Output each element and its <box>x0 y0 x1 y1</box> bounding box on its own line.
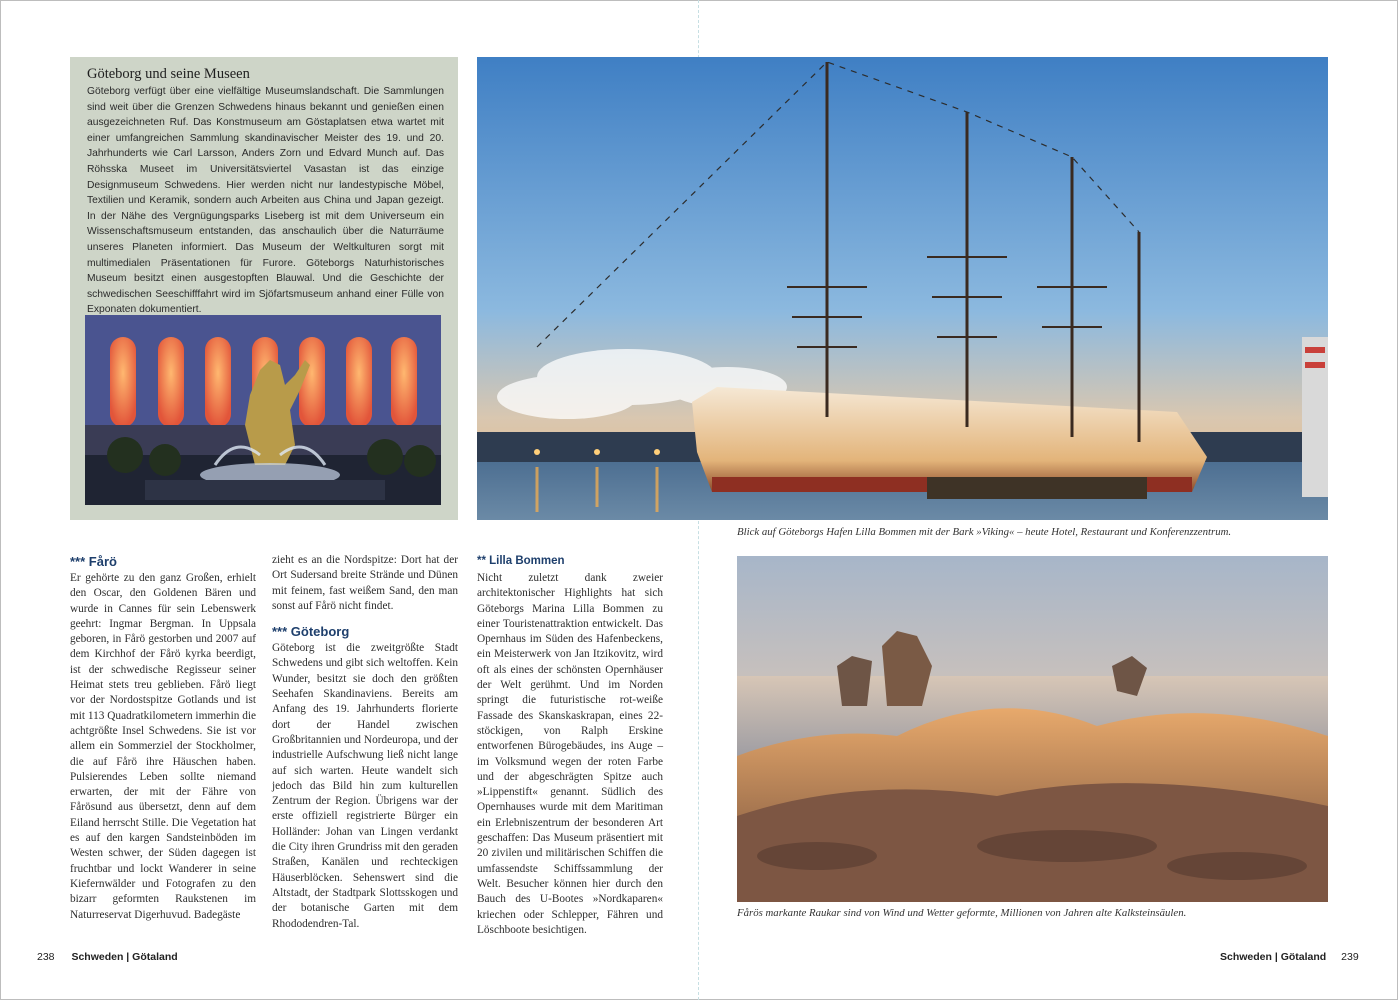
left-section-label: Schweden | Götaland <box>71 951 178 963</box>
sidebar-text: Göteborg verfügt über eine vielfältige Museumslandschaft. Die Sammlungen sind weit über die Grenzen Schwedens hinaus bekannt und genießen einen ausgezeichneten Ruf. Das Konstmuseum am Göstaplatsen etwa wartet mit einer umfangreichen Sammlung skandinavischer Meister des 19. und 20. Jahrhunderts wie Carl Larsson, Anders Zorn und Edvard Munch auf. Das Röhsska Museet im Universitätsviertel Vasastan ist das einzige Designmuseum Schwedens. Hier werden nicht nur landestypische Möbel, Textilien und Keramik, sondern auch Arbeiten aus China und Japan gezeigt. In der Nähe des Vergnügungsparks Liseberg ist mit dem Universeum ein Wissenschaftsmuseum entstanden, das anschaulich über die Naturräume unseres Planeten informiert. Das Museum der Weltkulturen sorgt mit multimedialen Präsentationen für Furore. Göteborgs Naturhistorisches Museum besitzt einen ausgestopften Blauwal. Und die Geschichte der schwedischen Seeschifffahrt wird im Sjöfartsmuseum anhand einer Fülle von Exponaten dokumentiert. <box>87 86 444 316</box>
sidebar-title: Göteborg und seine Museen <box>87 66 250 82</box>
column-lilla-bommen <box>477 553 663 938</box>
left-page-number: 238 <box>37 951 55 963</box>
museum-sidebar-box <box>70 57 458 520</box>
left-folio <box>37 951 178 963</box>
right-folio <box>1220 951 1359 963</box>
column-faro <box>70 553 256 923</box>
goteborg-text: Göteborg ist die zweitgrößte Stadt Schwedens und gibt sich weltoffen. Kein Wunder, besitzt sie doch den größten Seehafen Skandinaviens. Bereits am Anfang des 19. Jahrhunderts florierte dort der Handel zwischen Großbritannien und Nordeuropa, und der industrielle Aufschwung ließ nicht lange auf sich warten. Heute wandelt sich jedoch das Bild hin zum kulturellen Zentrum der Region. Übrigens war der erste offiziell registrierte Bürger ein Holländer: Johan van Lingen verdankt die City ihren Grundriss mit den geraden Straßen, Kanälen und rechteckigen Häuserblöcken. Sehenswert sind die Altstadt, der Stadtpark Slottsskogen und der botanische Garten mit dem Rhododendren-Tal. <box>272 642 458 930</box>
ship-caption: Blick auf Göteborgs Hafen Lilla Bommen mit der Bark »Viking« – heute Hotel, Restaurant und Konferenzzentrum. <box>737 526 1232 538</box>
faro-raukar-photo <box>737 556 1328 902</box>
rocks-caption: Fårös markante Raukar sind von Wind und Wetter geformte, Millionen von Jahren alte Kalksteinsäulen. <box>737 907 1187 919</box>
right-section-label: Schweden | Götaland <box>1220 951 1327 963</box>
right-page-number: 239 <box>1341 951 1359 963</box>
poseidon-statue-photo <box>85 315 441 505</box>
column-goteborg <box>272 553 458 932</box>
faro-text: Er gehörte zu den ganz Großen, erhielt den Oscar, den Goldenen Bären und wurde in Cannes für sein Lebenswerk geehrt: Ingmar Bergman. In Uppsala geboren, in Fårö gestorben und 2007 auf dem Kirchhof der Fårö kyrka beerdigt, ist der schwedische Regisseur seiner Heimat stets treu geblieben. Fårö liegt vor der Nordostspitze Gotlands und ist mit 113 Quadratkilometern immerhin die achtgrößte Insel Schwedens. Sie ist vor allem ein Sommerziel der Stockholmer, die auf Fårö ihre Häuschen haben. Pulsierendes Leben sollte niemand erwarten, der mit der Fähre von Fårösund aus übersetzt, denn auf dem Eiland herrscht Stille. Die Vegetation hat es auf den kargen Sandsteinböden im Westen schwer, der Süden dagegen ist fruchtbar und lockt Wanderer in seine Kiefernwälder und Fotografen zu den bizarr geformten Raukstenen im Naturreservat Digerhuvud. Badegäste <box>70 572 256 921</box>
ship-viking-photo <box>477 57 1328 520</box>
goteborg-heading: *** Göteborg <box>272 624 350 640</box>
faro-heading: *** Fårö <box>70 554 117 569</box>
faro-text-continued: zieht es an die Nordspitze: Dort hat der Ort Sudersand breite Strände und Dünen mit feinem, fast weißem Sand, den man sonst auf Fårö nicht findet. <box>272 554 458 612</box>
lilla-bommen-heading: ** Lilla Bommen <box>477 555 565 567</box>
lilla-bommen-text: Nicht zuletzt dank zweier architektonischer Highlights hat sich Göteborgs Marina Lilla Bommen zu einer Touristenattraktion entwickelt. Das Opernhaus im Süden des Hafenbeckens, ein Meisterwerk von Jan Itzikovitz, wird oft als eines der schönsten Opernhäuser der Welt gerühmt. Und im Norden springt die futuristische rot-weiße Fassade des Skanskaskrapan, eines 22-stöckigen, von Ralph Erskine entworfenen Bürogebäudes, ins Auge – im Volksmund wegen der roten Farbe und der abgeschrägten Spitze auch »Lippenstift« genannt. Südlich des Opernhauses wurde mit dem Maritiman ein Erlebniszentrum der besonderen Art geschaffen: Das Museum präsentiert mit 20 zivilen und militärischen Schiffen die umfassendste Schiffssammlung der Welt. Besucher können hier durch den Bauch des U-Bootes »Nordkaparen« kriechen oder Schlepper, Fähren und Löschboote besichtigen. <box>477 572 663 936</box>
